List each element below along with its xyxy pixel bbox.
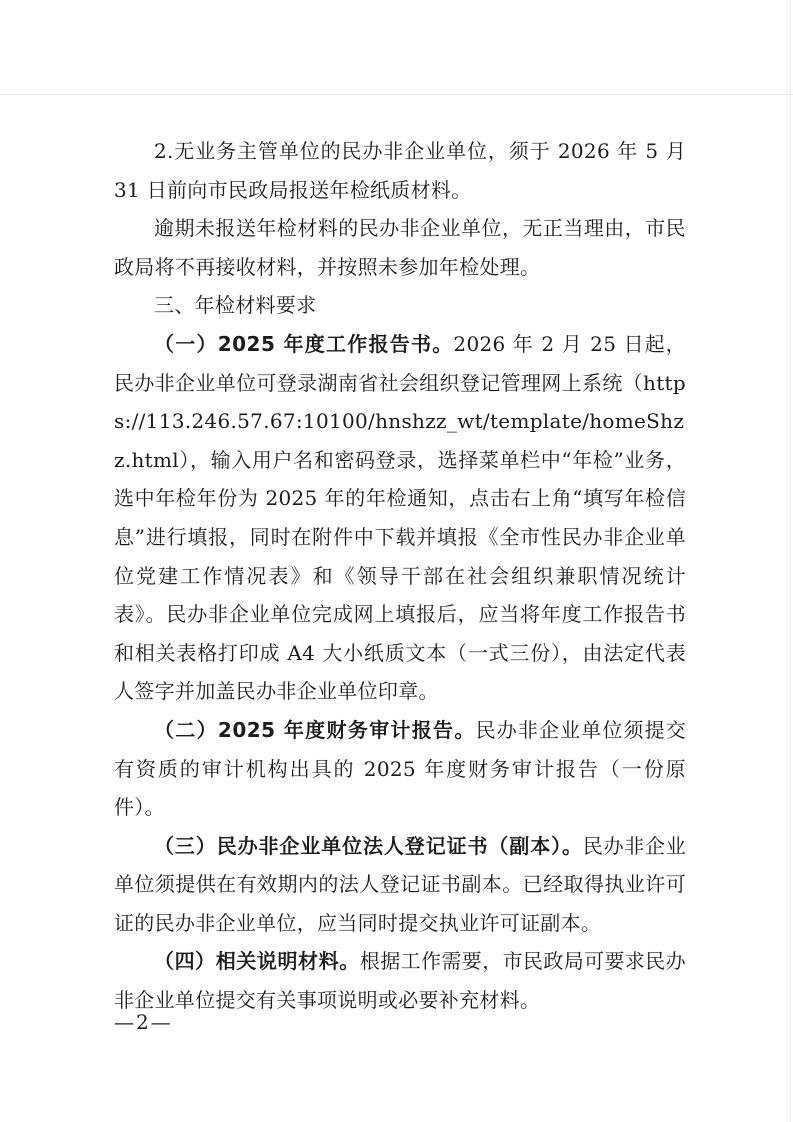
paragraph-registration-certificate bbox=[114, 827, 686, 943]
paragraph-text: 逾期未报送年检材料的民办非企业单位，无正当理由，市民政局将不再接收材料，并按照未参加年检处理。 bbox=[114, 216, 686, 279]
paragraph-lead: （一）2025 年度工作报告书。 bbox=[154, 331, 454, 356]
paragraph-no-supervisor-deadline bbox=[114, 132, 686, 209]
paragraph-text: 2.无业务主管单位的民办非企业单位，须于 2026 年 5 月 31 日前向市民政局报送年检纸质材料。 bbox=[114, 139, 686, 202]
paragraph-annual-report bbox=[114, 325, 686, 711]
paragraph-text: 民办非企业单位须提交有资质的审计机构出具的 2025 年度财务审计报告（一份原件）。 bbox=[114, 717, 686, 820]
paragraph-text: 2026 年 2 月 25 日起，民办非企业单位可登录湖南省社会组织登记管理网上系统（https://113.246.57.67:10100/hnshzz_wt/template/homeShzz.html），输入用户名和密码登录，选择菜单栏中“年检”业务，选中年检年份为 2025 年的年检通知，点击右上角“填写年检信息”进行填报，同时在附件中下载并填报《全市性民办非企业单位党建工作情况表》和《领导干部在社会组织兼职情况统计表》。民办非企业单位完成网上填报后，应当将年度工作报告书和相关表格打印成 A4 大小纸质文本（一式三份），由法定代表人签字并加盖民办非企业单位印章。 bbox=[114, 331, 686, 704]
paragraph-audit-report bbox=[114, 711, 686, 827]
document-body bbox=[114, 132, 686, 1020]
section-heading-text: 三、年检材料要求 bbox=[154, 293, 317, 318]
paragraph-lead: （三）民办非企业单位法人登记证书（副本）。 bbox=[154, 833, 583, 858]
paragraph-text: 根据工作需要，市民政局可要求民办非企业单位提交有关事项说明或必要补充材料。 bbox=[114, 949, 686, 1013]
section-heading-materials bbox=[114, 286, 686, 325]
paragraph-explanatory-materials bbox=[114, 942, 686, 1019]
paragraph-lead: （二）2025 年度财务审计报告。 bbox=[154, 717, 476, 742]
paragraph-text: 民办非企业单位须提供在有效期内的法人登记证书副本。已经取得执业许可证的民办非企业单位，应当同时提交执业许可证副本。 bbox=[114, 833, 687, 935]
scan-top-edge bbox=[0, 94, 793, 95]
scan-right-edge bbox=[790, 0, 791, 1122]
paragraph-lead: （四）相关说明材料。 bbox=[154, 949, 360, 974]
page-number: —2— bbox=[114, 1010, 173, 1034]
paragraph-overdue-rule bbox=[114, 209, 686, 286]
